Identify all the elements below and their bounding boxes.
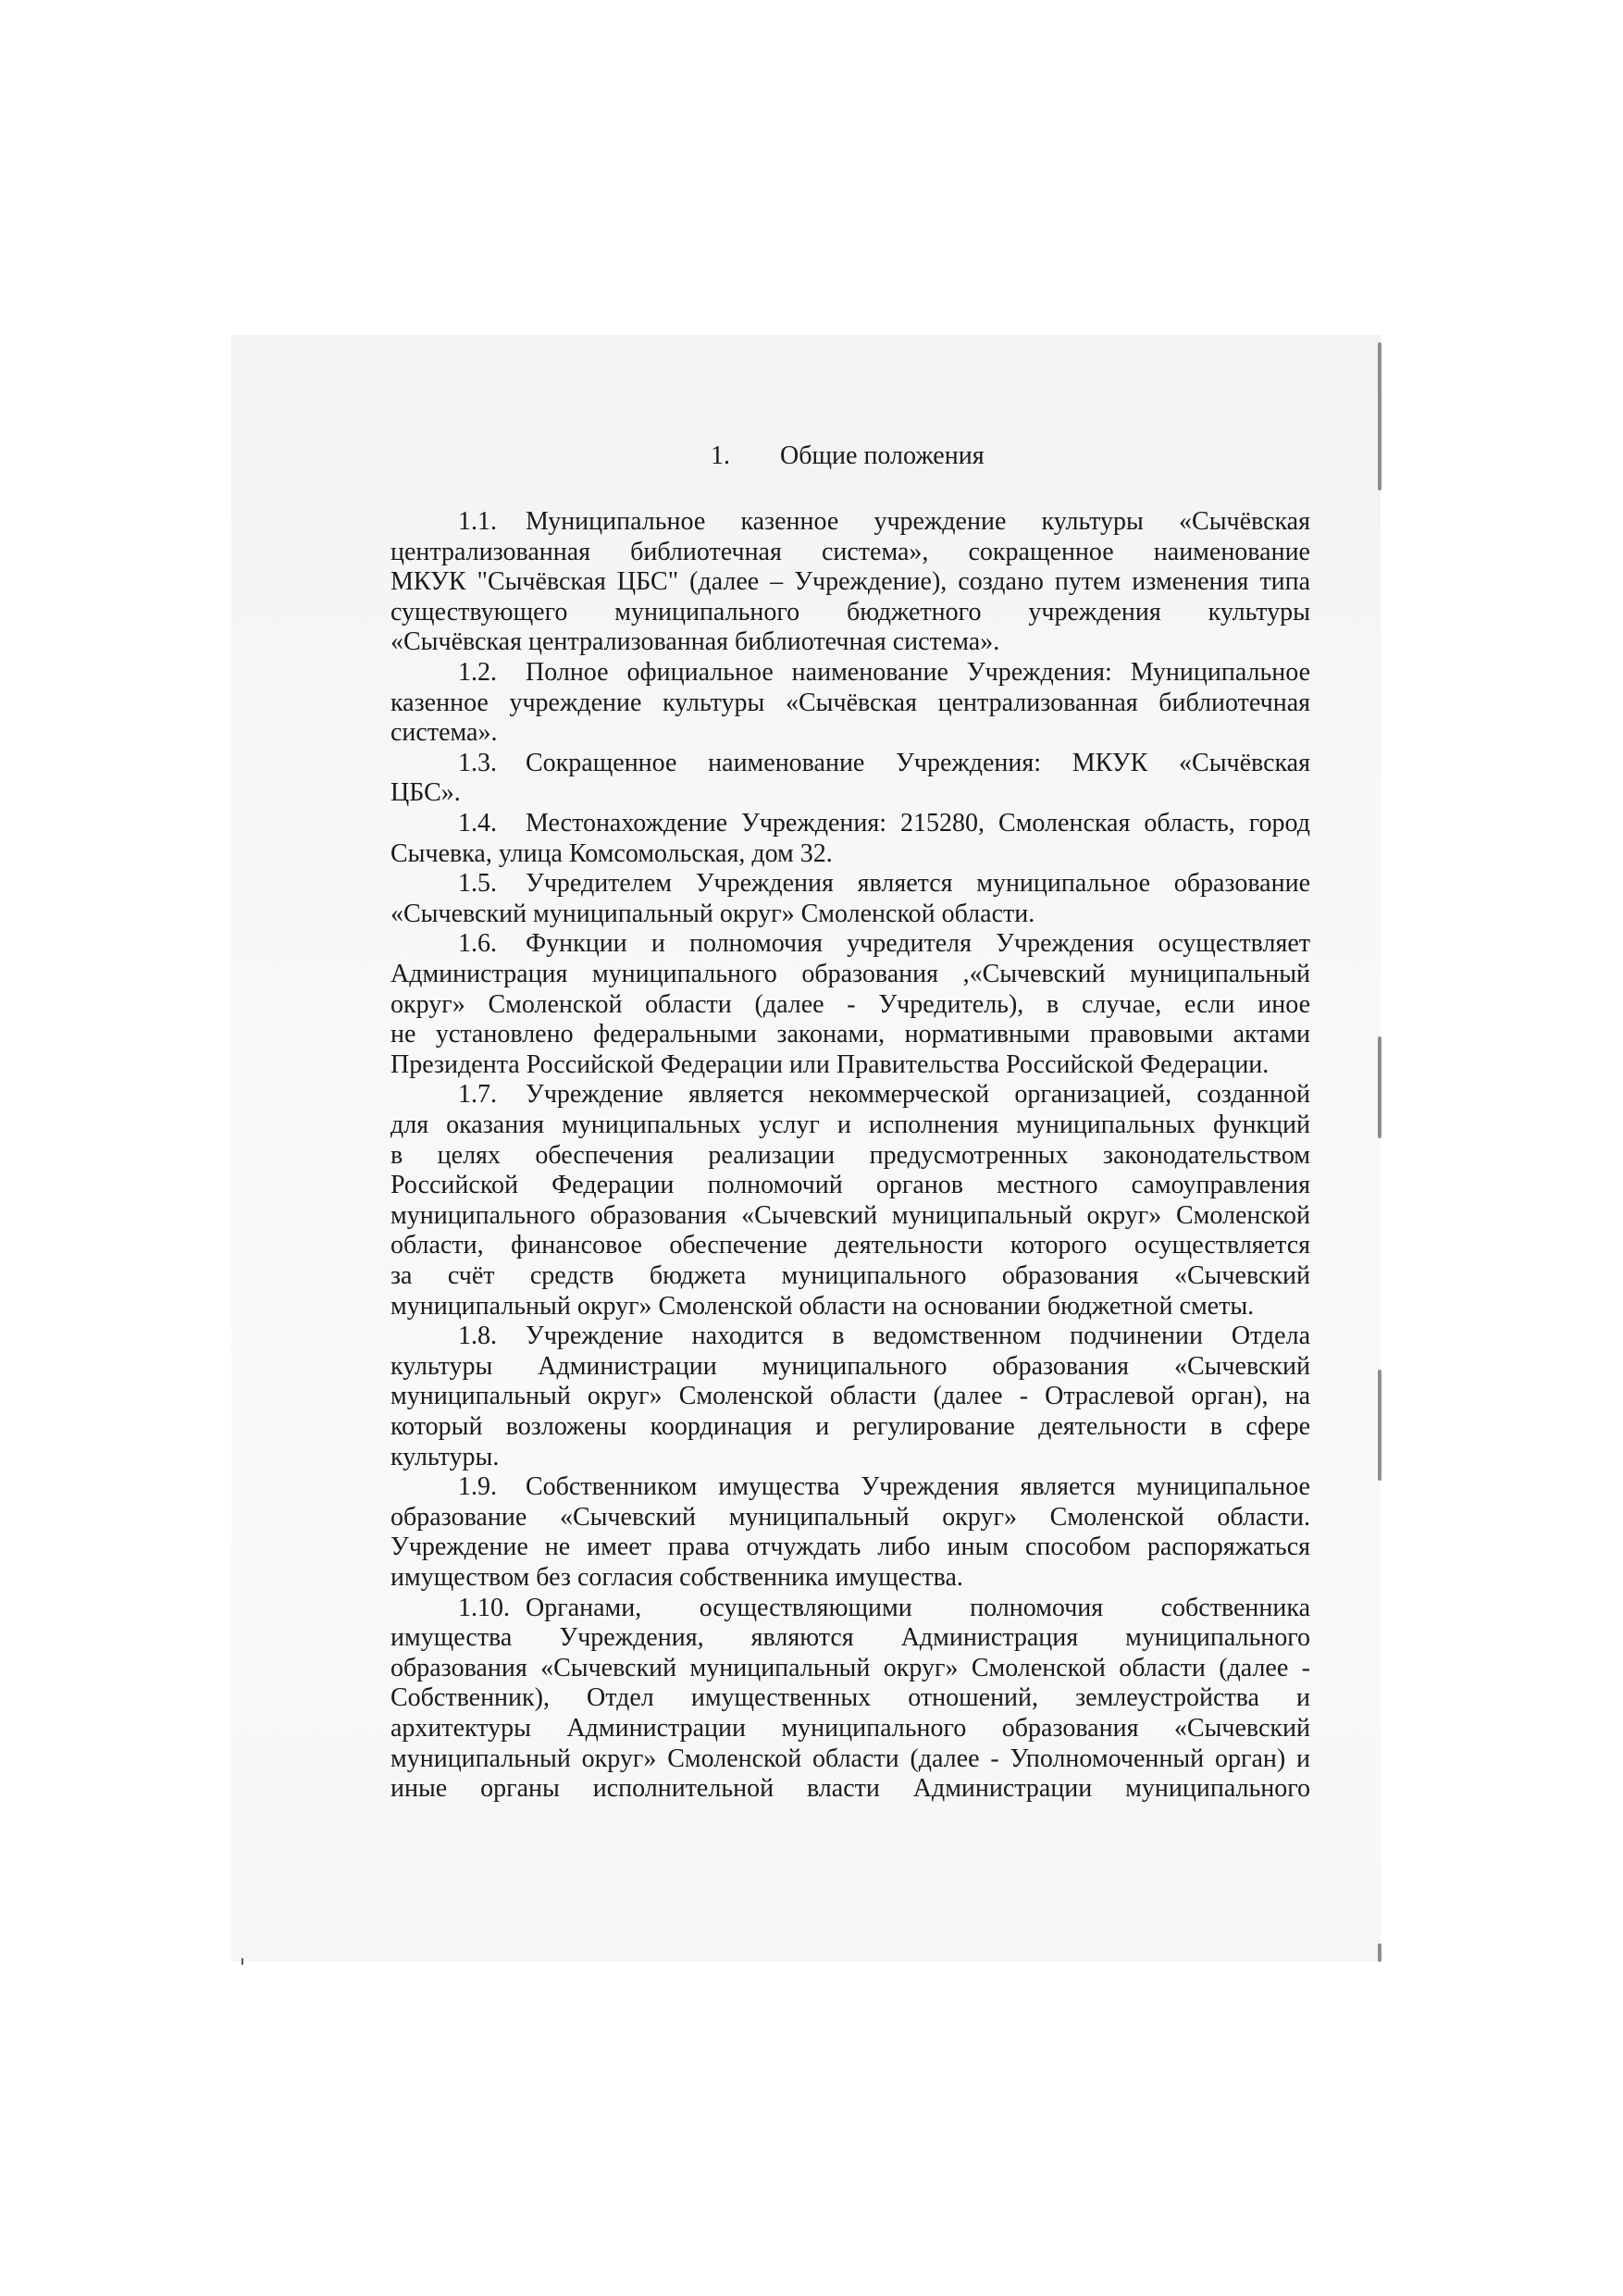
- text-line: существующего муниципального бюджетного учреждения культуры: [390, 597, 1310, 627]
- paragraph-number: 1.9.: [458, 1472, 497, 1502]
- text-line: МКУК "Сычёвская ЦБС" (далее – Учреждение), создано путем изменения типа: [390, 567, 1310, 597]
- text-line: иные органы исполнительной власти Администрации муниципального: [390, 1774, 1310, 1804]
- text-line: Президента Российской Федерации или Правительства Российской Федерации.: [390, 1049, 1270, 1079]
- paragraph-number: 1.8.: [458, 1322, 497, 1351]
- text-line: архитектуры Администрации муниципального образования «Сычевский: [390, 1714, 1310, 1743]
- scan-speck: [242, 1958, 243, 1965]
- paragraph-number: 1.7.: [458, 1080, 497, 1110]
- text-line: Сычевка, улица Комсомольская, дом 32.: [390, 838, 833, 868]
- text-line: «Сычевский муниципальный округ» Смоленской области.: [390, 899, 1035, 928]
- text-line: муниципальный округ» Смоленской области (далее - Уполномоченный орган) и: [390, 1744, 1310, 1773]
- text-line: имущества Учреждения, являются Администрация муниципального: [390, 1623, 1310, 1653]
- text-line: области, финансовое обеспечение деятельности которого осуществляется: [390, 1231, 1310, 1260]
- text-line: казенное учреждение культуры «Сычёвская централизованная библиотечная: [390, 688, 1310, 717]
- text-line: Полное официальное наименование Учреждения: Муниципальное: [526, 658, 1310, 687]
- text-line: культуры.: [390, 1442, 500, 1471]
- paragraph-number: 1.5.: [458, 869, 497, 899]
- text-line: Администрация муниципального образования ,«Сычевский муниципальный: [390, 960, 1310, 988]
- text-line: округ» Смоленской области (далее - Учредитель), в случае, если иное: [390, 989, 1310, 1019]
- text-line: «Сычёвская централизованная библиотечная система».: [390, 627, 1000, 657]
- text-line: муниципального образования «Сычевский муниципальный округ» Смоленской: [390, 1200, 1310, 1230]
- scan-edge-streak: [1378, 1943, 1381, 1962]
- text-line: образования «Сычевский муниципальный округ» Смоленской области (далее -: [390, 1653, 1310, 1682]
- text-line: муниципальный округ» Смоленской области (далее - Отраслевой орган), на: [390, 1382, 1310, 1411]
- text-line: не установлено федеральными законами, нормативными правовыми актами: [390, 1020, 1310, 1049]
- text-line: Местонахождение Учреждения: 215280, Смоленская область, город: [526, 809, 1310, 838]
- text-line: Учредителем Учреждения является муниципальное образование: [526, 869, 1310, 899]
- text-line: Органами, осуществляющими полномочия собственника: [526, 1593, 1310, 1622]
- text-line: централизованная библиотечная система», сокращенное наименование: [390, 537, 1310, 566]
- text-line: за счёт средств бюджета муниципального образования «Сычевский: [390, 1261, 1310, 1290]
- text-line: Муниципальное казенное учреждение культуры «Сычёвская: [526, 507, 1310, 536]
- scan-edge-streak: [1378, 1036, 1381, 1138]
- text-line: в целях обеспечения реализации предусмотренных законодательством: [390, 1140, 1310, 1170]
- text-line: Учреждение находится в ведомственном подчинении Отдела: [526, 1322, 1310, 1351]
- text-line: Собственник), Отдел имущественных отношений, землеустройства и: [390, 1683, 1310, 1713]
- paragraph-number: 1.1.: [458, 507, 497, 536]
- paragraph-number: 1.3.: [458, 748, 497, 777]
- text-line: система».: [390, 718, 498, 748]
- text-line: Сокращенное наименование Учреждения: МКУК «Сычёвская: [526, 748, 1310, 777]
- text-line: ЦБС».: [390, 778, 461, 808]
- text-line: образование «Сычевский муниципальный округ» Смоленской области.: [390, 1502, 1310, 1532]
- section-heading-title: Общие положения: [780, 441, 985, 470]
- text-line: Российской Федерации полномочий органов местного самоуправления: [390, 1171, 1310, 1200]
- text-line: Функции и полномочия учредителя Учреждения осуществляет: [526, 929, 1310, 959]
- text-line: для оказания муниципальных услуг и исполнения муниципальных функций: [390, 1111, 1310, 1139]
- paragraph-number: 1.6.: [458, 929, 497, 959]
- text-line: культуры Администрации муниципального образования «Сычевский: [390, 1351, 1310, 1381]
- scan-edge-streak: [1378, 1370, 1381, 1481]
- section-heading-number: 1.: [711, 441, 730, 470]
- text-line: Собственником имущества Учреждения является муниципальное: [526, 1472, 1310, 1502]
- text-line: Учреждение не имеет права отчуждать либо иным способом распоряжаться: [390, 1533, 1310, 1562]
- paragraph-number: 1.2.: [458, 658, 497, 687]
- paragraph-number: 1.4.: [458, 809, 497, 838]
- text-line: имуществом без согласия собственника имущества.: [390, 1563, 963, 1592]
- scan-edge-streak: [1378, 342, 1381, 490]
- text-line: муниципальный округ» Смоленской области на основании бюджетной сметы.: [390, 1291, 1255, 1321]
- text-line: который возложены координация и регулирование деятельности в сфере: [390, 1412, 1310, 1441]
- text-line: Учреждение является некоммерческой организацией, созданной: [526, 1080, 1310, 1110]
- paragraph-number: 1.10.: [458, 1593, 510, 1622]
